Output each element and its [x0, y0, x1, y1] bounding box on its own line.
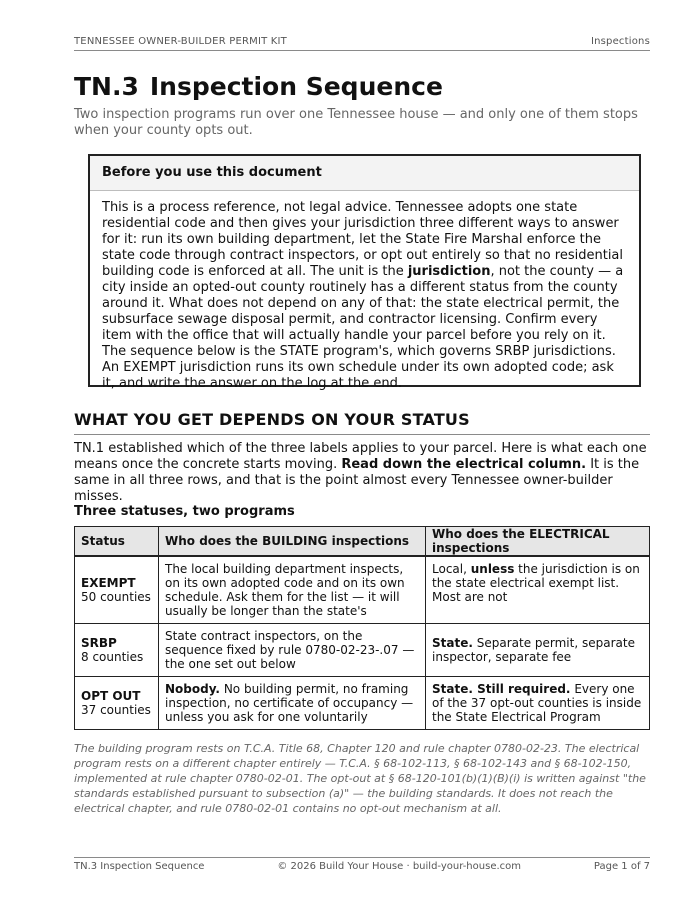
status-count: 8 counties: [81, 650, 144, 664]
running-footer: [74, 857, 650, 872]
electrical-text: Every one of the 37 opt-out counties is inside the State Electrical Program: [432, 682, 642, 724]
status-count: 50 counties: [81, 590, 151, 604]
header-section-label: Inspections: [590, 36, 650, 47]
status-name: SRBP: [81, 636, 117, 650]
building-cell: [159, 677, 426, 730]
building-cell: [159, 556, 426, 624]
electrical-lead: Local,: [432, 562, 471, 576]
disclaimer-heading: Before you use this document: [90, 156, 639, 191]
table-row: [75, 677, 650, 730]
electrical-text: the jurisdiction is on the state electrical exempt list. Most are not: [432, 562, 640, 604]
section-intro: [74, 441, 650, 505]
footer-doc-title: TN.3 Inspection Sequence: [74, 861, 205, 872]
status-cell: [75, 556, 159, 624]
footer-page-number: Page 1 of 7: [593, 861, 650, 872]
electrical-emphasis: State. Still required.: [432, 682, 571, 696]
electrical-cell: [426, 677, 650, 730]
footer-copyright: © 2026 Build Your House · build-your-house.com: [277, 861, 522, 872]
status-count: 37 counties: [81, 703, 151, 717]
header-building: Who does the BUILDING inspections: [159, 527, 426, 557]
intro-text-part: TN.1 established which of the three labels applies to your parcel. Here is what each one means once the concrete starts moving.: [74, 441, 647, 472]
header-electrical: Who does the ELECTRICAL inspections: [426, 527, 650, 557]
document-page: [74, 0, 650, 906]
electrical-emphasis: State.: [432, 636, 473, 650]
status-name: OPT OUT: [81, 689, 141, 703]
running-header: [74, 36, 650, 51]
disclaimer-text: [90, 191, 639, 392]
table-source-note: The building program rests on T.C.A. Title 68, Chapter 120 and rule chapter 0780-02-23. The electrical program rests on a different chapter entirely — T.C.A. § 68-102-113, § 68-102-143 and § 68-102-150, implemented at rule chapter 0780-02-01. The opt-out at § 68-120-101(b)(1)(B)(i) is written against "the standards established pursuant to subsection (a)" — the building standards. It does not reach the electrical chapter, and rule 0780-02-01 contains no opt-out mechanism at all.: [74, 742, 646, 815]
table-row: [75, 556, 650, 624]
electrical-text: Separate permit, separate inspector, separate fee: [432, 636, 635, 664]
section-heading: WHAT YOU GET DEPENDS ON YOUR STATUS: [74, 410, 650, 435]
status-cell: [75, 624, 159, 677]
header-status: Status: [75, 527, 159, 557]
disclaimer-emphasis: jurisdiction: [407, 264, 491, 279]
disclaimer-text-part: This is a process reference, not legal advice. Tennessee adopts one state residential code and then gives your jurisdiction three different ways to answer for it: run its own building department, let the State Fire Marshal enforce the state code through contract inspectors, or opt out entirely so that no residential building code is enforced at all. The unit is the: [102, 200, 624, 279]
disclaimer-box: [88, 154, 641, 391]
title-text: Inspection Sequence: [149, 72, 443, 101]
title-number: TN.3: [74, 72, 139, 101]
building-text: State contract inspectors, on the sequence fixed by rule 0780-02-23-.07 — the one set out below: [165, 629, 415, 671]
building-text: The local building department inspects, on its own adopted code and on its own schedule. Ask them for the list — it will usually be longer than the state's: [165, 562, 405, 618]
electrical-cell: [426, 556, 650, 624]
status-name: EXEMPT: [81, 576, 136, 590]
building-cell: [159, 624, 426, 677]
table-caption: Three statuses, two programs: [74, 504, 295, 519]
status-cell: [75, 677, 159, 730]
status-table: [74, 526, 650, 730]
intro-text-part: It is the same in all three rows, and that is the point almost every Tennessee owner-builder misses.: [74, 457, 640, 504]
electrical-cell: [426, 624, 650, 677]
kit-title: TENNESSEE OWNER-BUILDER PERMIT KIT: [74, 36, 287, 47]
table-row: [75, 624, 650, 677]
disclaimer-text-part: , not the county — a city inside an opted-out county routinely has a different status from the county around it. What does not depend on any of that: the state electrical permit, the subsurface sewage disposal permit, and contractor licensing. Confirm every item with the office that will actually handle your parcel before you rely on it. The sequence below is the STATE program's, which governs SRBP jurisdictions. An EXEMPT jurisdiction runs its own schedule under its own adopted code; ask it, and write the answer on the log at the end.: [102, 264, 624, 391]
building-text: No building permit, no framing inspection, no certificate of occupancy — unless you ask for one voluntarily: [165, 682, 414, 724]
page-title: [74, 72, 443, 101]
electrical-emphasis: unless: [470, 562, 515, 576]
page-subtitle: Two inspection programs run over one Tennessee house — and only one of them stops when your county opts out.: [74, 107, 638, 138]
building-emphasis: Nobody.: [165, 682, 220, 696]
table-header-row: [75, 527, 650, 557]
intro-emphasis: Read down the electrical column.: [341, 457, 587, 472]
